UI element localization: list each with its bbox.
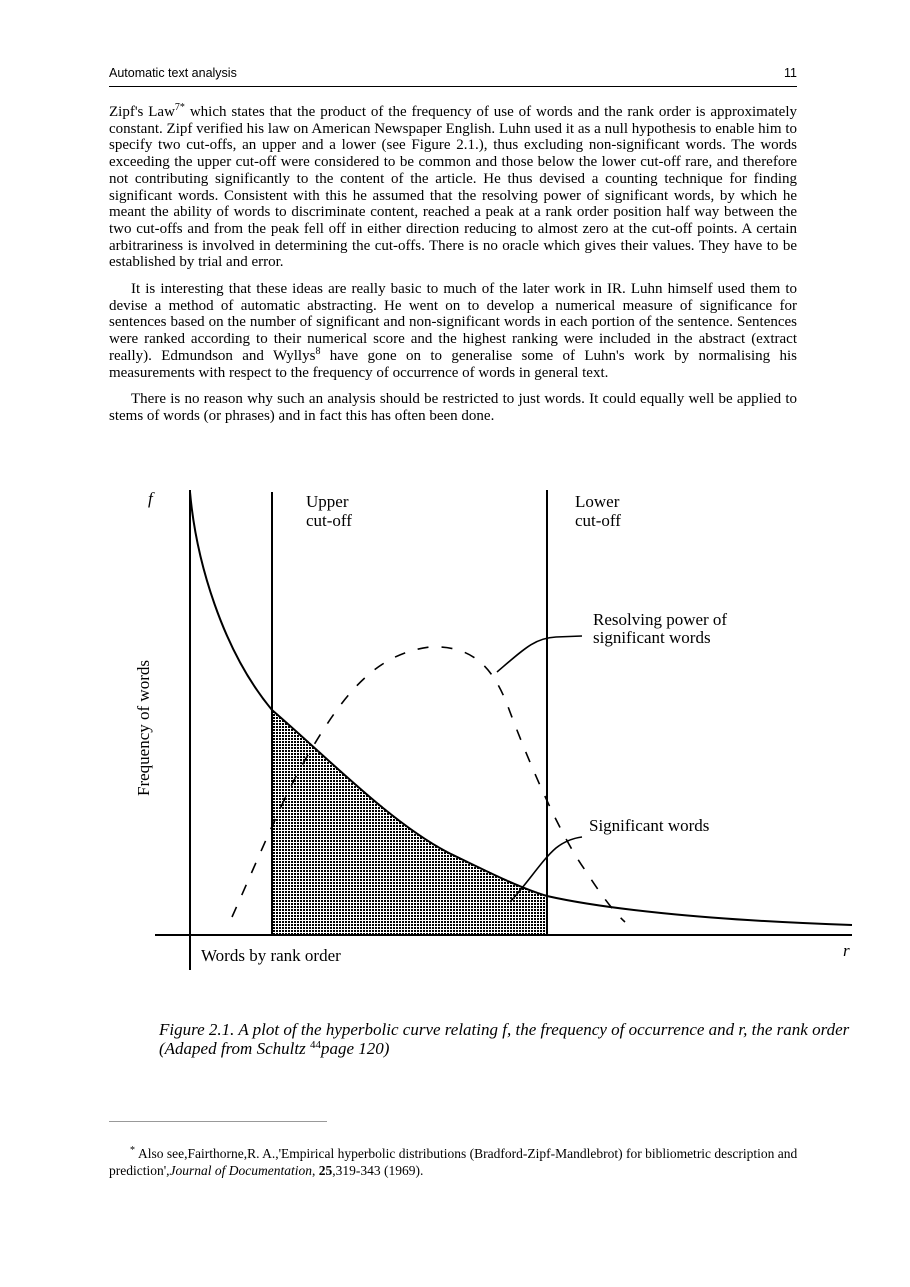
- footnote-marker: *: [130, 1145, 135, 1156]
- significant-words-shaded-area: [272, 710, 547, 935]
- footnote-divider: [109, 1121, 327, 1122]
- caption-text: Figure 2.1. A plot of the hyperbolic curve relating f, the frequency of occurrence and r, the rank order (Adaped from Schultz: [159, 1020, 850, 1058]
- significant-words-label: Significant words: [589, 816, 710, 835]
- lower-cutoff-label-line-1: Lower: [575, 492, 620, 511]
- footnote: [109, 1142, 799, 1179]
- footnote-separator: ,: [312, 1163, 319, 1178]
- footnote-text: Also see,Fairthorne,R. A.,'Empirical hyperbolic distributions (Bradford-Zipf-Mandlebrot) for bibliometric description and prediction',: [109, 1146, 798, 1178]
- upper-cutoff-label-line-1: Upper: [306, 492, 349, 511]
- y-axis-symbol: f: [148, 489, 153, 508]
- running-head: [109, 66, 797, 87]
- y-axis-label: Frequency of words: [134, 660, 153, 796]
- journal-title: Journal of Documentation: [169, 1163, 313, 1178]
- paragraph-2: [109, 281, 797, 381]
- page-number: 11: [784, 66, 797, 80]
- paragraph-text: It is interesting that these ideas are really basic to much of the later work in IR. Luhn himself used them to devise a method of automatic abstracting. He went on to develop a numerical measure of significance for sentences based on the number of significant and non-significant words in each portion of the sentence. Sentences were ranked according to their numerical score and the highest ranking were included in the abstract (extract really). Edmundson and Wyllys: [109, 281, 797, 364]
- paragraph-1: [109, 104, 797, 271]
- upper-cutoff-label-line-2: cut-off: [306, 511, 352, 530]
- paragraph-3: There is no reason why such an analysis should be restricted to just words. It could equally well be applied to stems of words (or phrases) and in fact this has often been done.: [109, 391, 797, 424]
- figure-caption: [159, 1020, 879, 1058]
- lower-cutoff-label-line-2: cut-off: [575, 511, 621, 530]
- x-axis-label: Words by rank order: [201, 946, 341, 965]
- paragraph-text: which states that the product of the frequency of use of words and the rank order is approximately constant. Zipf verified his law on American Newspaper English. Luhn used it as a null hypothesis to enable him to specify two cut-offs, an upper and a lower (see Figure 2.1.), thus excluding non-significant words. The words exceeding the upper cut-off were considered to be common and those below the lower cut-off rare, and therefore not contributing significantly to the content of the article. He thus devised a counting technique for finding significant words. Consistent with this he assumed that the resolving power of significant words, by which he meant the ability of words to discriminate content, reached a peak at a rank order position half way between the two cut-offs and from the peak fell off in either direction reducing to almost zero at the cut-off points. A certain arbitrariness is involved in determining the cut-offs. There is no oracle which gives their values. They have to be established by trial and error.: [109, 104, 797, 271]
- zipf-figure: [0, 480, 910, 1000]
- reference-marker: 8: [315, 345, 321, 357]
- x-axis-symbol: r: [843, 941, 850, 960]
- caption-reference-marker: 44: [309, 1039, 321, 1051]
- reference-marker: 7*: [174, 102, 185, 113]
- paragraph-text: have gone on to generalise some of Luhn's work by normalising his measurements with respect to the frequency of occurrence of words in general text.: [109, 347, 798, 381]
- paragraph-text: Zipf's Law: [109, 104, 175, 120]
- footnote-text: ,319-343 (1969).: [332, 1163, 424, 1178]
- journal-volume: 25: [318, 1163, 333, 1178]
- body-text: [109, 104, 797, 435]
- running-title: Automatic text analysis: [109, 66, 237, 80]
- caption-text: page 120): [320, 1039, 390, 1058]
- resolving-power-label-line-1: Resolving power of: [593, 610, 728, 629]
- resolving-power-label-line-2: significant words: [593, 628, 711, 647]
- resolving-power-pointer: [497, 636, 582, 672]
